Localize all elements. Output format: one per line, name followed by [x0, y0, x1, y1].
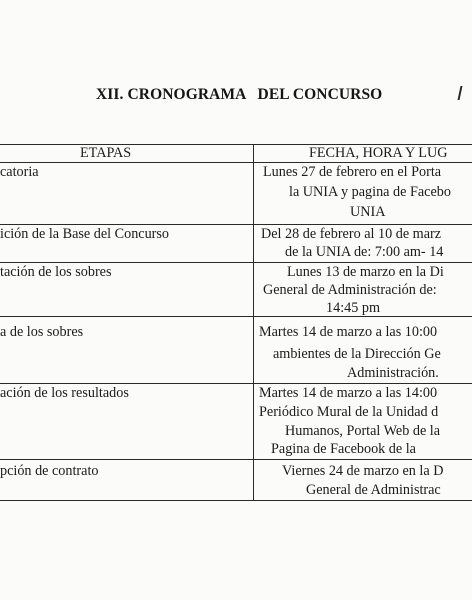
row-divider — [0, 316, 472, 317]
date-cell-line: de la UNIA de: 7:00 am- 14 — [285, 244, 444, 260]
date-cell-line: Del 28 de febrero al 10 de marz — [261, 226, 442, 242]
section-title: XII. CRONOGRAMA DEL CONCURSO — [96, 86, 383, 103]
date-cell-line: Martes 14 de marzo a las 14:00 — [259, 385, 438, 401]
table-header-divider — [0, 162, 472, 163]
stage-cell: a de los sobres — [0, 324, 84, 340]
stage-cell: ación de los resultados — [0, 385, 129, 401]
stage-cell: ición de la Base del Concurso — [0, 226, 170, 242]
date-cell-line: Humanos, Portal Web de la — [285, 423, 441, 439]
stage-cell: catoria — [0, 164, 39, 180]
row-divider — [0, 262, 472, 263]
date-cell-line: General de Administrac — [306, 482, 441, 498]
date-cell-line: Pagina de Facebook de la — [271, 441, 416, 457]
date-cell-line: Viernes 24 de marzo en la D — [282, 463, 444, 479]
date-cell-line: Lunes 27 de febrero en el Porta — [263, 164, 442, 180]
date-cell-line: ambientes de la Dirección Ge — [273, 346, 441, 362]
row-divider — [0, 459, 472, 460]
date-cell-line: Martes 14 de marzo a las 10:00 — [259, 324, 438, 340]
date-cell-line: Lunes 13 de marzo en la Di — [287, 264, 444, 280]
date-cell-line: la UNIA y pagina de Facebo — [289, 184, 451, 200]
date-cell-line: 14:45 pm — [326, 300, 380, 316]
table-bottom-border — [0, 500, 472, 501]
row-divider — [0, 383, 472, 384]
row-divider — [0, 224, 472, 225]
date-cell-line: UNIA — [350, 204, 386, 220]
stage-cell: tación de los sobres — [0, 264, 112, 280]
date-cell-line: Administración. — [347, 365, 439, 381]
date-cell-line: Periódico Mural de la Unidad d — [259, 404, 439, 420]
header-stage: ETAPAS — [80, 145, 132, 161]
stage-cell: pción de contrato — [0, 463, 99, 479]
header-date: FECHA, HORA Y LUG — [309, 145, 448, 161]
column-divider — [253, 144, 254, 500]
date-cell-line: General de Administración de: — [263, 282, 437, 298]
